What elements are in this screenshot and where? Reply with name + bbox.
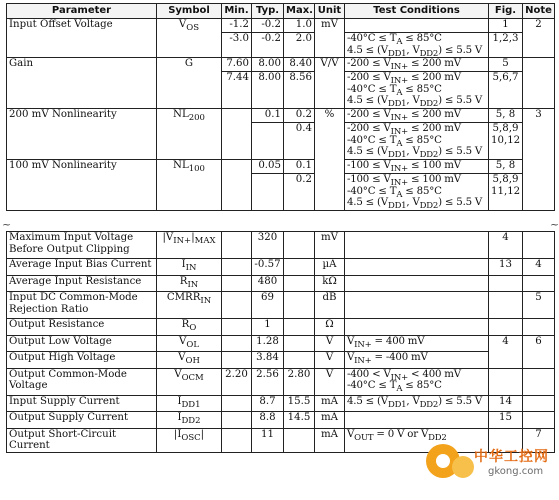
symbol-cell: $V_{OL}$ [157, 335, 222, 352]
symbol-cell: $CMRR_{IN}$ [157, 292, 222, 319]
spec-table-bottom [6, 231, 555, 453]
typ-cell: 1.28 [252, 335, 284, 352]
unit-cell: V [315, 352, 345, 369]
typ-cell: -0.2 [252, 33, 284, 58]
param-cell: Input Supply Current [7, 395, 157, 412]
unit-cell: dB [315, 292, 345, 319]
test-cond-cell [345, 275, 489, 292]
max-cell: 8.40 [284, 58, 315, 72]
test-cond-cell [345, 292, 489, 319]
symbol-cell: $V_{OS}$ [157, 19, 222, 58]
test-cond-cell: $4.5 \le (V_{DD1}$, $V_{DD2}) \le 5.5$ V [345, 395, 489, 412]
max-cell [284, 352, 315, 369]
test-cond-cell: $-40^\circ C \le T_A \le 85^\circ C$ $4.5 \le (V_{DD1}$, $V_{DD2}) \le 5.5$ V [345, 33, 489, 58]
param-cell: Input DC Common-Mode Rejection Ratio [7, 292, 157, 319]
watermark-text: 中华工控网 [474, 449, 549, 465]
unit-cell: V [315, 335, 345, 352]
max-cell: 15.5 [284, 395, 315, 412]
header-test-conditions: Test Conditions [345, 4, 489, 19]
fig-cell: 14 [489, 395, 523, 412]
param-cell: 200 mV Nonlinearity [7, 109, 157, 160]
header-fig: Fig. [489, 4, 523, 19]
typ-cell: 8.00 [252, 58, 284, 72]
note-cell: 2 [523, 19, 555, 58]
test-cond-cell: $V_{IN+} = -400$ mV [345, 352, 489, 369]
test-cond-cell: $-200 \le V_{IN+} \le 200$ mV [345, 109, 489, 123]
max-cell: 0.1 [284, 160, 315, 174]
note-cell [523, 58, 555, 109]
fig-cell: 5, 8 [489, 109, 523, 123]
symbol-cell: $I_{DD2}$ [157, 412, 222, 429]
table-row [7, 259, 555, 276]
max-cell: 0.4 [284, 123, 315, 160]
watermark-url: gkong.com [488, 466, 544, 477]
param-cell: Average Input Resistance [7, 275, 157, 292]
small-gear-icon [452, 456, 474, 478]
table-row [7, 395, 555, 412]
note-cell [523, 319, 555, 336]
note-cell [523, 395, 555, 412]
test-cond-cell: $-100 \le V_{IN+} \le 100$ mV [345, 160, 489, 174]
fig-cell: 5, 8 [489, 160, 523, 174]
test-cond-cell: $-200 \le V_{IN+} \le 200$ mV $-40^\circ C \le T_A \le 85^\circ C$ $4.5 \le (V_{DD1}$, $V_{DD2}) \le 5.5$ V [345, 123, 489, 160]
note-cell: 6 [523, 335, 555, 368]
param-cell: Average Input Bias Current [7, 259, 157, 276]
spec-table-top [6, 3, 555, 211]
note-cell: 5 [523, 292, 555, 319]
min-cell [222, 292, 252, 319]
max-cell: 0.2 [284, 174, 315, 211]
symbol-cell: $NL_{200}$ [157, 109, 222, 160]
typ-cell: 320 [252, 232, 284, 259]
unit-cell: mA [315, 412, 345, 429]
param-cell: Output High Voltage [7, 352, 157, 369]
min-cell [222, 109, 252, 160]
note-cell [523, 275, 555, 292]
test-cond-cell: $-200 \le V_{IN+} \le 200$ mV [345, 58, 489, 72]
test-cond-cell: $-100 \le V_{IN+} \le 100$ mV $-40^\circ C \le T_A \le 85^\circ C$ $4.5 \le (V_{DD1}$, $V_{DD2}) \le 5.5$ V [345, 174, 489, 211]
fig-cell: 4 [489, 335, 523, 368]
header-parameter: Parameter [7, 4, 157, 19]
param-cell: Maximum Input Voltage Before Output Clipping [7, 232, 157, 259]
param-cell: Gain [7, 58, 157, 109]
fig-cell: 1,2,3 [489, 33, 523, 58]
header-row [7, 4, 555, 19]
note-cell [523, 232, 555, 259]
min-cell: 7.60 [222, 58, 252, 72]
table-row [7, 352, 555, 369]
typ-cell [252, 123, 284, 160]
max-cell [284, 292, 315, 319]
break-mark-right: ~ [550, 218, 559, 231]
max-cell: 2.0 [284, 33, 315, 58]
note-cell [523, 368, 555, 395]
min-cell [222, 275, 252, 292]
unit-cell: mV [315, 232, 345, 259]
fig-cell [489, 368, 523, 395]
unit-cell: kΩ [315, 275, 345, 292]
min-cell [222, 428, 252, 452]
typ-cell: -0.2 [252, 19, 284, 33]
fig-cell: 5,8,9 11,12 [489, 174, 523, 211]
typ-cell: 3.84 [252, 352, 284, 369]
fig-cell: 13 [489, 259, 523, 276]
fig-cell [489, 275, 523, 292]
min-cell: 7.44 [222, 72, 252, 109]
table-row [7, 109, 555, 123]
fig-cell: 5,6,7 [489, 72, 523, 109]
max-cell: 2.80 [284, 368, 315, 395]
test-cond-cell [345, 232, 489, 259]
param-cell: Output Supply Current [7, 412, 157, 429]
table-row [7, 275, 555, 292]
param-cell: Output Common-Mode Voltage [7, 368, 157, 395]
table-row [7, 19, 555, 33]
break-mark-left: ~ [2, 218, 12, 231]
symbol-cell: $|V_{IN+}|_{MAX}$ [157, 232, 222, 259]
max-cell: 14.5 [284, 412, 315, 429]
unit-cell: mA [315, 395, 345, 412]
header-unit: Unit [315, 4, 345, 19]
max-cell [284, 275, 315, 292]
header-max: Max. [284, 4, 315, 19]
typ-cell: -0.57 [252, 259, 284, 276]
max-cell [284, 335, 315, 352]
param-cell: Output Short-Circuit Current [7, 428, 157, 452]
param-cell: Output Low Voltage [7, 335, 157, 352]
min-cell: -1.2 [222, 19, 252, 33]
symbol-cell: $R_{IN}$ [157, 275, 222, 292]
typ-cell: 0.1 [252, 109, 284, 123]
min-cell: 2.20 [222, 368, 252, 395]
typ-cell: 8.7 [252, 395, 284, 412]
note-cell: 3 [523, 109, 555, 211]
typ-cell: 11 [252, 428, 284, 452]
unit-cell: mV [315, 19, 345, 58]
min-cell: -3.0 [222, 33, 252, 58]
unit-cell: V [315, 368, 345, 395]
table-row [7, 368, 555, 395]
fig-cell: 4 [489, 232, 523, 259]
test-cond-cell [345, 412, 489, 429]
min-cell [222, 352, 252, 369]
fig-cell: 5 [489, 58, 523, 72]
unit-cell: Ω [315, 319, 345, 336]
test-cond-cell: $-400 < V_{IN+} < 400$ mV $-40^\circ C \le T_A \le 85^\circ C$ [345, 368, 489, 395]
max-cell [284, 259, 315, 276]
note-cell: 7 [523, 428, 555, 452]
symbol-cell: $V_{OH}$ [157, 352, 222, 369]
table-row [7, 292, 555, 319]
typ-cell: 480 [252, 275, 284, 292]
table-row [7, 232, 555, 259]
symbol-cell: $NL_{100}$ [157, 160, 222, 211]
typ-cell: 8.8 [252, 412, 284, 429]
note-cell [523, 412, 555, 429]
watermark-logo [426, 436, 556, 496]
test-cond-cell: $V_{OUT} = 0$ V or $V_{DD2}$ [345, 428, 489, 452]
min-cell [222, 259, 252, 276]
header-note: Note [523, 4, 555, 19]
typ-cell: 1 [252, 319, 284, 336]
typ-cell: 8.00 [252, 72, 284, 109]
test-cond-cell: $V_{IN+} = 400$ mV [345, 335, 489, 352]
test-cond-cell [345, 319, 489, 336]
unit-cell: mA [315, 428, 345, 452]
table-row [7, 319, 555, 336]
max-cell [284, 319, 315, 336]
header-min: Min. [222, 4, 252, 19]
max-cell [284, 428, 315, 452]
min-cell [222, 160, 252, 211]
typ-cell: 69 [252, 292, 284, 319]
test-cond-cell [345, 259, 489, 276]
header-symbol: Symbol [157, 4, 222, 19]
min-cell [222, 395, 252, 412]
table-row [7, 58, 555, 72]
max-cell: 0.2 [284, 109, 315, 123]
symbol-cell: G [157, 58, 222, 109]
typ-cell: 0.05 [252, 160, 284, 174]
fig-cell: 15 [489, 412, 523, 429]
symbol-cell: $I_{DD1}$ [157, 395, 222, 412]
fig-cell: 1 [489, 19, 523, 33]
test-cond-cell: $-200 \le V_{IN+} \le 200$ mV $-40^\circ C \le T_A \le 85^\circ C$ $4.5 \le (V_{DD1}$, $V_{DD2}) \le 5.5$ V [345, 72, 489, 109]
table-row [7, 412, 555, 429]
min-cell [222, 232, 252, 259]
fig-cell [489, 319, 523, 336]
test-cond-cell [345, 19, 489, 33]
min-cell [222, 319, 252, 336]
unit-cell: V/V [315, 58, 345, 109]
note-cell: 4 [523, 259, 555, 276]
max-cell: 8.56 [284, 72, 315, 109]
symbol-cell: $I_{IN}$ [157, 259, 222, 276]
param-cell: Input Offset Voltage [7, 19, 157, 58]
symbol-cell: $R_O$ [157, 319, 222, 336]
fig-cell [489, 292, 523, 319]
table-row [7, 335, 555, 352]
typ-cell [252, 174, 284, 211]
table-row [7, 160, 555, 174]
symbol-cell: $V_{OCM}$ [157, 368, 222, 395]
max-cell: 1.0 [284, 19, 315, 33]
typ-cell: 2.56 [252, 368, 284, 395]
symbol-cell: $|I_{OSC}|$ [157, 428, 222, 452]
min-cell [222, 335, 252, 352]
param-cell: Output Resistance [7, 319, 157, 336]
param-cell: 100 mV Nonlinearity [7, 160, 157, 211]
fig-cell: 5,8,9 10,12 [489, 123, 523, 160]
unit-cell: µA [315, 259, 345, 276]
header-typ: Typ. [252, 4, 284, 19]
min-cell [222, 412, 252, 429]
max-cell [284, 232, 315, 259]
unit-cell: % [315, 109, 345, 211]
